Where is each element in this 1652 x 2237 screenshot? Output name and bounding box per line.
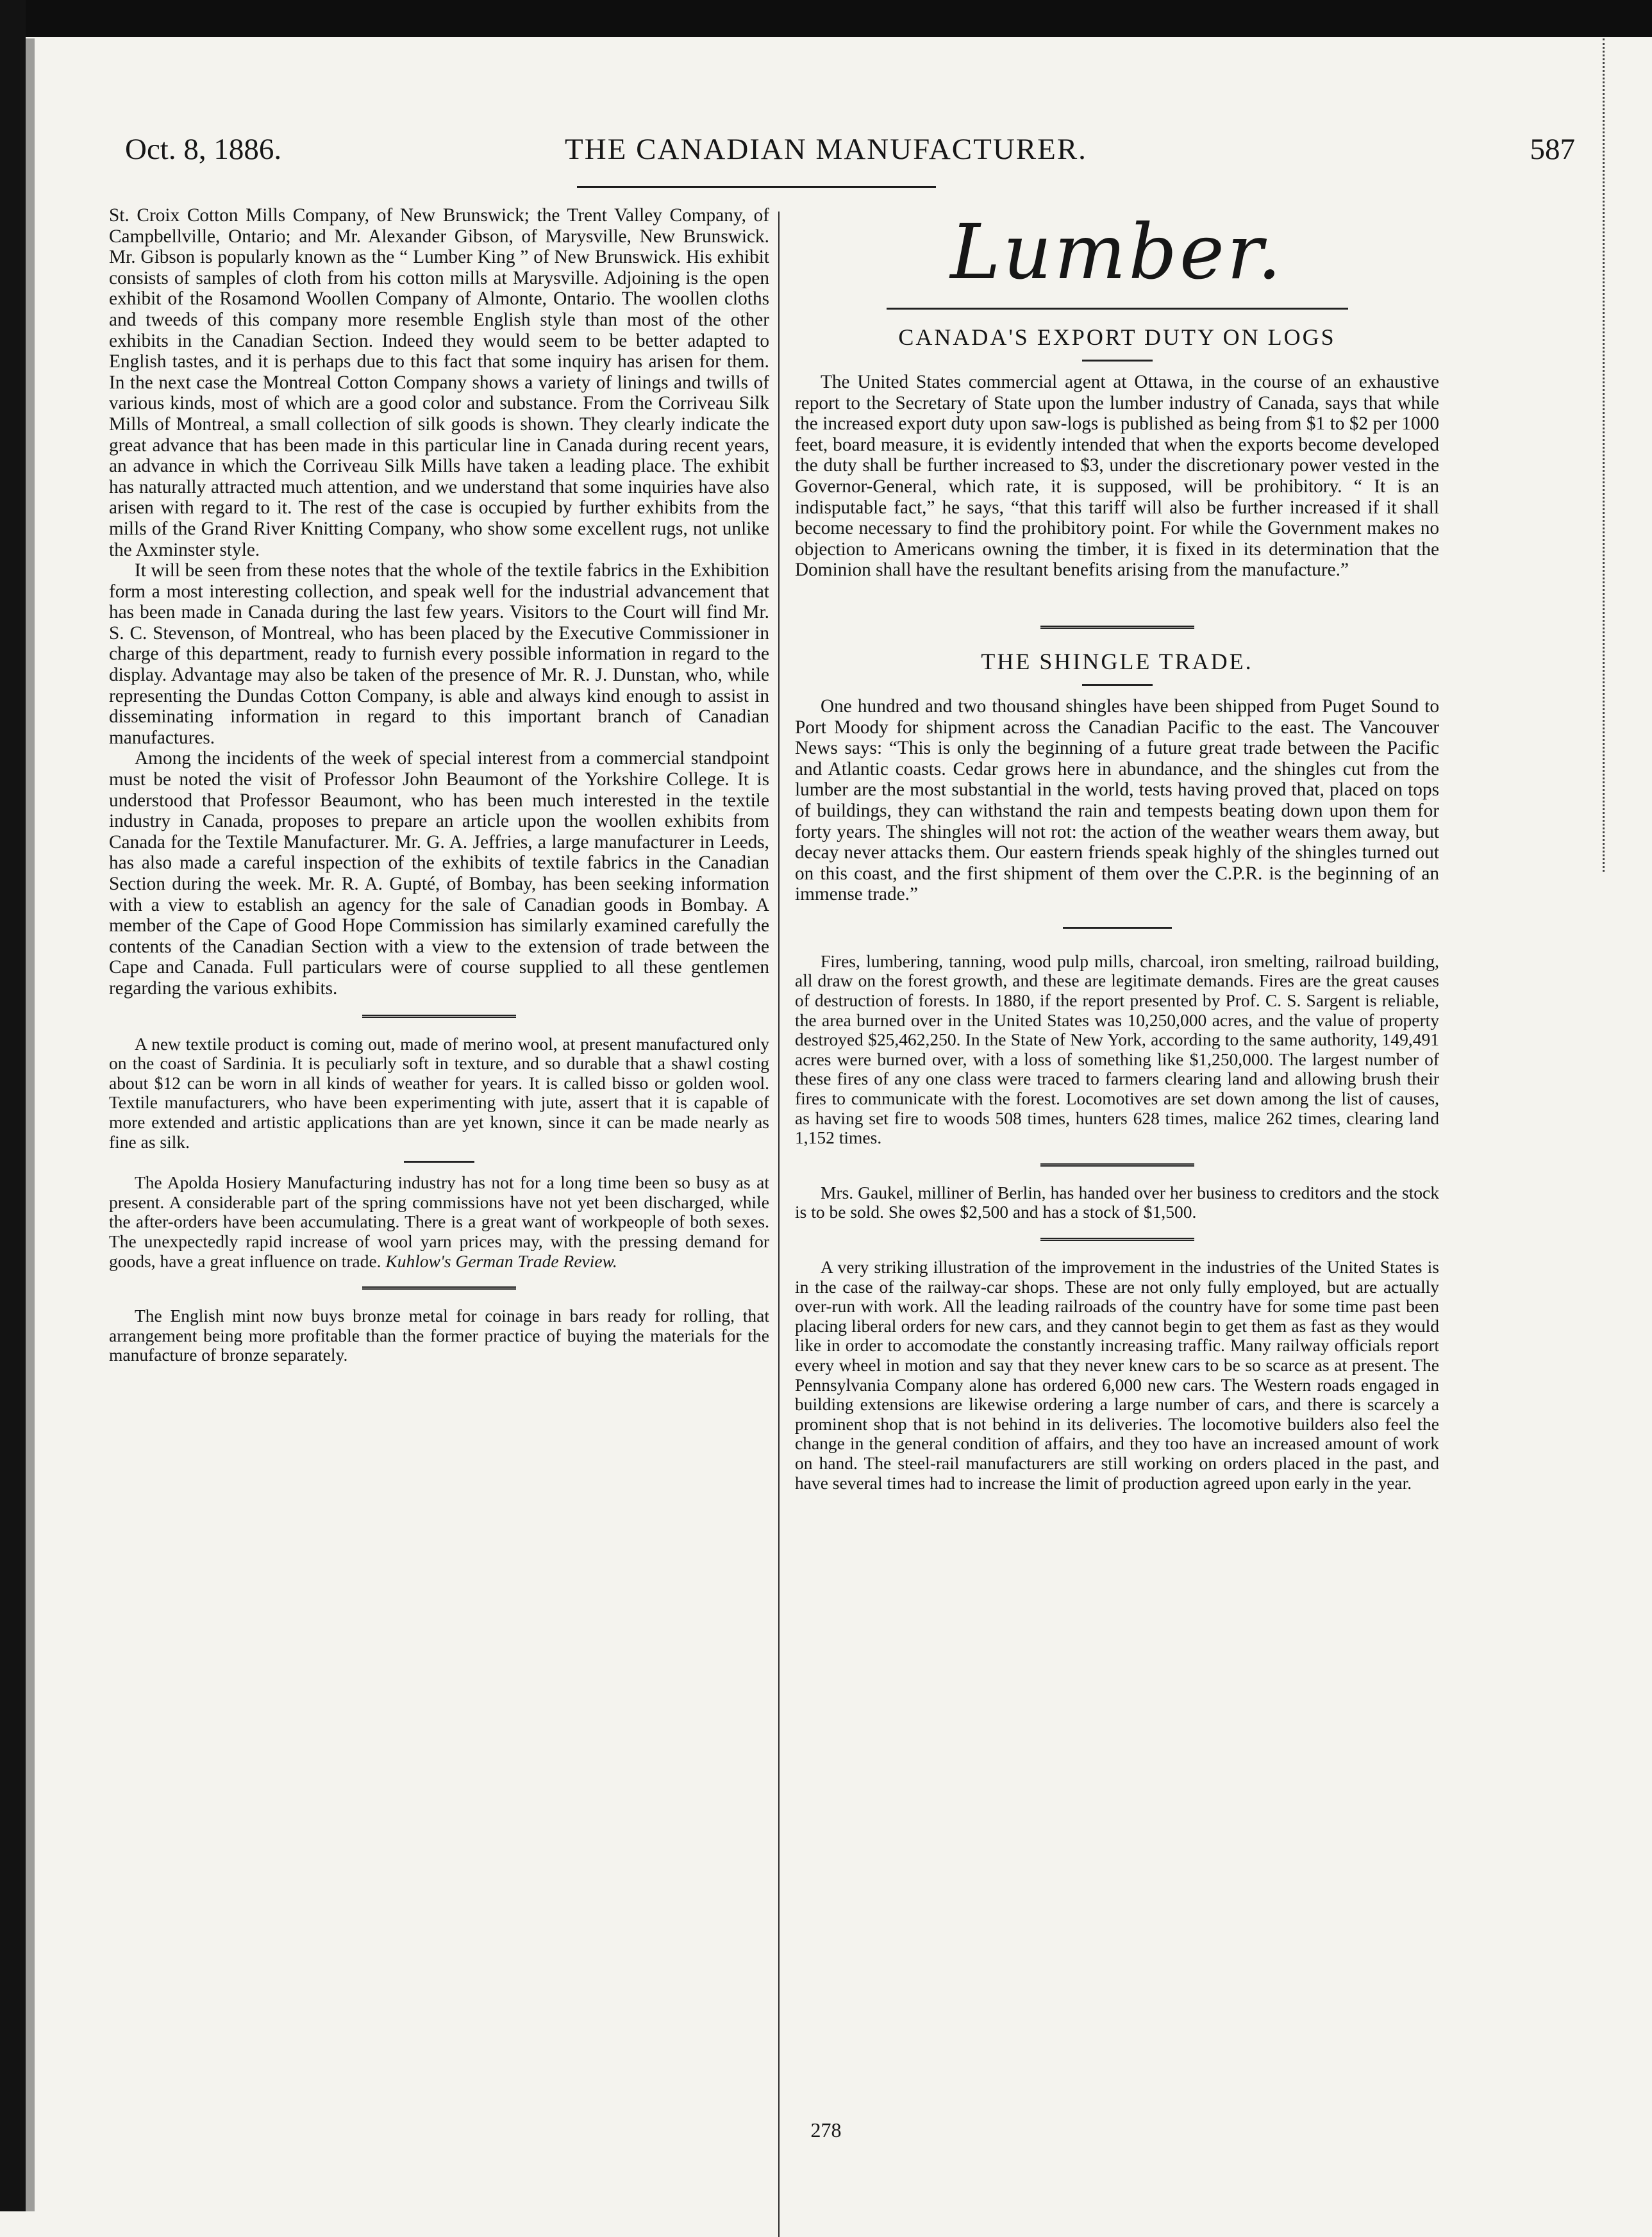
header-title: THE CANADIAN MANUFACTURER. — [565, 133, 1087, 166]
section-divider — [362, 1015, 516, 1018]
section-divider — [1040, 626, 1194, 629]
right-column — [795, 205, 1439, 1493]
section-title-lumber: Lumber. — [950, 208, 1284, 296]
section-divider — [1040, 1238, 1194, 1241]
header-page-number: 587 — [1530, 133, 1575, 166]
article-export-duty: The United States commercial agent at Ottawa, in the course of an exhaustive report to the Secretary of State upon the lumber industry of Canada, says that while the increased export duty upon saw-logs is published as being from $1 to $2 per 1000 feet, board measure, it is evidently intended that when the exports become developed the duty shall be further increased to $3, under the discretionary power vested in the Governor-General, which rate, it is supposed, will be prohibitory. “ It is an indisputable fact,” he says, “that this tariff will also be further increased if it shall become necessary to find the prohibitory point. For while the Government makes no objection to Americans owning the timber, it is fixed in its determination that the Dominion shall have the resultant benefits arising from the manufacture.” — [795, 372, 1439, 581]
news-note-fires: Fires, lumbering, tanning, wood pulp mills, charcoal, iron smelting, railroad building, all draw on the forest growth, and these are legitimate demands. Fires are the great causes of destruction of forests. In 1880, if the report presented by Prof. C. S. Sargent is reliable, the area burned over in the United States was 10,250,000 acres, and the value of property destroyed $25,462,250. In the State of New York, according to the same authority, 149,491 acres were burned over, with a loss of something like $1,250,000. The largest number of these fires of any one class were traced to farmers clearing land and allowing brush their fires to communicate with the forest. Locomotives are set down among the list of causes, as having set fire to woods 508 times, hunters 628 times, malice 262 times, clearing land 1,152 times. — [795, 951, 1439, 1148]
header-date: Oct. 8, 1886. — [125, 133, 282, 166]
article-title-shingle-trade: THE SHINGLE TRADE. — [981, 648, 1253, 674]
news-note-apolda — [109, 1173, 769, 1271]
news-note-gaukel: Mrs. Gaukel, milliner of Berlin, has handed over her business to creditors and the stock is to be sold. She owes $2,500 and has a stock of $1,500. — [795, 1182, 1439, 1222]
scan-left-shadow — [26, 38, 35, 2211]
note-apolda-text: The Apolda Hosiery Manufacturing industry has not for a long time been so busy as at present. A considerable part of the spring commissions have not yet been discharged, while the after-orders have been accumulating. There is a great want of workpeople of both sexes. The unexpectedly rapid increase of wool yarn prices may, with the pressing demand for goods, have a great influence on trade. — [109, 1172, 769, 1271]
section-divider — [1063, 927, 1172, 929]
scan-top-border — [0, 0, 1652, 37]
section-divider — [404, 1161, 474, 1163]
section-divider — [887, 308, 1348, 310]
section-divider — [1082, 360, 1153, 362]
header-rule — [577, 186, 936, 188]
footer-folio: 278 — [810, 2118, 842, 2141]
section-divider — [362, 1286, 516, 1290]
section-divider — [1040, 1163, 1194, 1167]
news-note-mint: The English mint now buys bronze metal for coinage in bars ready for rolling, that arrangement being more profitable than the former practice of buying the materials for the manufacture of bronze separately. — [109, 1306, 769, 1365]
scan-left-border — [0, 0, 26, 2211]
column-divider — [778, 212, 780, 2237]
section-divider — [1082, 684, 1153, 686]
article-paragraph: It will be seen from these notes that the whole of the textile fabrics in the Exhibition form a most interesting collection, and speak well for the industrial advancement that has been made in Canada during the last few years. Visitors to the Court will find Mr. S. C. Stevenson, of Montreal, who has been placed by the Executive Commissioner in charge of this department, ready to furnish every possible information in regard to the display. Advantage may also be taken of the presence of Mr. R. J. Dunstan, who, while representing the Dundas Cotton Company, is able and always kind enough to assist in disseminating information in regard to this important branch of Canadian manufactures. — [109, 560, 769, 748]
article-title-export-duty: CANADA'S EXPORT DUTY ON LOGS — [898, 324, 1336, 350]
article-shingle-trade: One hundred and two thousand shingles have been shipped from Puget Sound to Port Moody for shipment across the Canadian Pacific to the east. The Vancouver News says: “This is only the beginning of a future great trade between the Pacific and Atlantic coasts. Cedar grows here in abundance, and the shingles cut from the lumber are the most substantial in the world, tests having proved that, placed on tops of buildings, they can withstand the rain and tempests beating down upon them for forty years. The shingles will not rot: the action of the weather wears them away, but decay never attacks them. Our eastern friends speak highly of the shingles turned out on this coast, and the first shipment of them over the C.P.R. is the beginning of an immense trade.” — [795, 695, 1439, 905]
article-paragraph: Among the incidents of the week of special interest from a commercial standpoint must be noted the visit of Professor John Beaumont of the Yorkshire College. It is understood that Professor Beaumont, who has been much interested in the textile industry in Canada, proposes to prepare an article upon the woollen exhibits from Canada for the Textile Manufacturer. Mr. G. A. Jeffries, a large manufacturer in Leeds, has also made a careful inspection of the exhibits of textile fabrics in the Canadian Section during the week. Mr. R. A. Gupté, of Bombay, has been seeking information with a view to establish an agency for the sale of Canadian goods in Bombay. A member of the Cape of Good Hope Commission has similarly examined carefully the contents of the Canadian Section with a view to the extension of trade between the Cape and Canada. Full particulars were of course supplied to all these gentlemen regarding the various exhibits. — [109, 748, 769, 999]
news-note-silk: A new textile product is coming out, made of merino wool, at present manufactured only on the coast of Sardinia. It is peculiarly soft in texture, and so durable that a shawl costing about $12 can be worn in all kinds of weather for years. It is called bisso or golden wool. Textile manufacturers, who have been experimenting with jute, assert that it is capable of more extended and artistic applications than are yet known, since it can be made nearly as fine as silk. — [109, 1033, 769, 1152]
note-apolda-source: Kuhlow's German Trade Review. — [385, 1251, 617, 1271]
left-column — [109, 205, 769, 1365]
article-paragraph: St. Croix Cotton Mills Company, of New Brunswick; the Trent Valley Company, of Campbellville, Ontario; and Mr. Alexander Gibson, of Marysville, New Brunswick. Mr. Gibson is popularly known as the “ Lumber King ” of New Brunswick. His exhibit consists of samples of cloth from his cotton mills at Marysville. Adjoining is the open exhibit of the Rosamond Woollen Company of Almonte, Ontario. The woollen cloths and tweeds of this company more resemble English style than most of the other exhibits in the Canadian Section. Indeed they would seem to be better adapted to English tastes, and it is perhaps due to this fact that some inquiry has arisen for them. In the next case the Montreal Cotton Company shows a variety of linings and twills of various kinds, most of which are a good color and substance. From the Corriveau Silk Mills of Montreal, a small collection of silk goods is shown. They clearly indicate the great advance that has been made in this particular line in Canada during recent years, an advance in which the Corriveau Silk Mills have taken a leading place. The exhibit has naturally attracted much attention, and we understand that some inquiries have also arisen with regard to it. The rest of the case is occupied by further exhibits from the mills of the Grand River Knitting Company, who show some excellent rugs, not unlike the Axminster style. — [109, 205, 769, 560]
news-note-railway: A very striking illustration of the improvement in the industries of the United States is in the case of the railway-car shops. These are not only fully employed, but are actually over-run with work. All the leading railroads of the country have for some time past been placing liberal orders for new cars, and they cannot begin to get them as fast as they would like in order to accomodate the constantly increasing traffic. Many railway officials report every wheel in motion and say that they never knew cars to be so scarce as at present. The Pennsylvania Company alone has ordered 6,000 new cars. The Western roads engaged in building extensions are likewise ordering a large number of cars, and there is scarcely a prominent shop that is not behind in its deliveries. The locomotive builders also feel the change in the general condition of affairs, and they too have an increased amount of work on hand. The steel-rail manufacturers are still working on orders placed in the past, and have several times had to increase the limit of production agreed upon early in the year. — [795, 1257, 1439, 1493]
